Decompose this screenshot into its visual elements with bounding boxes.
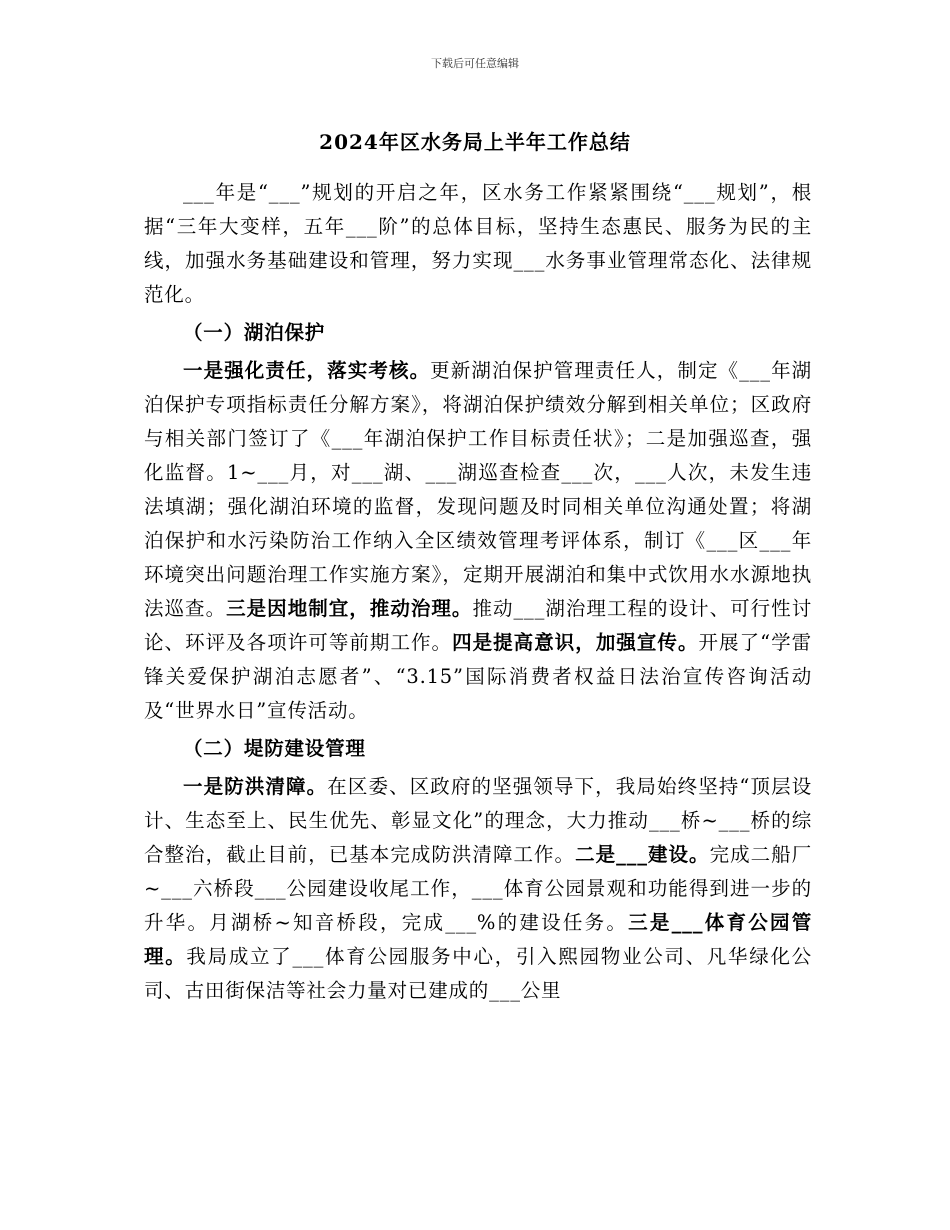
lake-protection-text-c: 开展了“学雷锋关爱保护湖泊志愿者”、“3.15”国际消费者权益日法治宣传咨询活动及“世界水日”宣传活动。	[144, 631, 812, 722]
embankment-text-2: 完成二船厂~___六桥段___公园建设收尾工作，___体育公园景观和功能得到进一步的升华。月湖桥~知音桥段，完成___%的建设任务。	[144, 843, 812, 934]
lead-construction: 二是___建设。	[575, 843, 710, 866]
lead-strengthen-responsibility: 一是强化责任，落实考核。	[183, 359, 431, 382]
section-heading-embankment: （二）堤防建设管理	[183, 737, 366, 760]
lead-flood-clearance: 一是防洪清障。	[183, 775, 328, 798]
embankment-text-3: 我局成立了___体育公园服务中心，引入熙园物业公司、凡华绿化公司、古田街保洁等社会力量对已建成的___公里	[144, 945, 812, 1002]
document-body	[144, 176, 812, 1008]
lead-raise-awareness: 四是提高意识，加强宣传。	[452, 631, 699, 654]
lake-protection-text-a: 更新湖泊保护管理责任人，制定《___年湖泊保护专项指标责任分解方案》，将湖泊保护绩效分解到相关单位；区政府与相关部门签订了《___年湖泊保护工作目标责任状》；二是加强巡查，强化监督。1~___月，对___湖、___湖巡查检查___次，___人次，未发生违法填湖；强化湖泊环境的监督，发现问题及时同相关单位沟通处置；将湖泊保护和水污染防治工作纳入全区绩效管理考评体系，制订《___区___年环境突出问题治理工作实施方案》，定期开展湖泊和集中式饮用水水源地执法巡查。	[144, 359, 812, 620]
section-heading-lake-protection: （一）湖泊保护	[183, 321, 326, 344]
header-note: 下载后可任意编辑	[431, 57, 519, 70]
lead-local-conditions: 三是因地制宜，推动治理。	[226, 597, 473, 620]
embankment-paragraph	[144, 770, 812, 1008]
lake-protection-paragraph	[144, 354, 812, 728]
embankment-text-1: 在区委、区政府的坚强领导下，我局始终坚持“顶层设计、生态至上、民生优先、彰显文化”的理念，大力推动___桥~___桥的综合整治，截止目前，已基本完成防洪清障工作。	[144, 775, 813, 866]
lead-sports-park-management: 三是___体育公园管理。	[144, 911, 812, 968]
intro-paragraph: ___年是“___”规划的开启之年，区水务工作紧紧围绕“___规划”，根据“三年大变样，五年___阶”的总体目标，坚持生态惠民、服务为民的主线，加强水务基础建设和管理，努力实现___水务事业管理常态化、法律规范化。	[144, 181, 812, 306]
lake-protection-text-b: 推动___湖治理工程的设计、可行性讨论、环评及各项许可等前期工作。	[144, 597, 812, 654]
document-title: 2024年区水务局上半年工作总结	[319, 130, 631, 154]
